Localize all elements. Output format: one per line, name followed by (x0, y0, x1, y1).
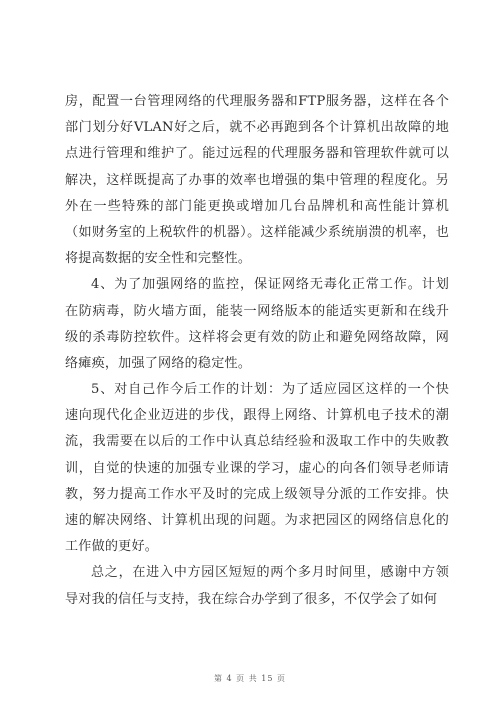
text-line: 速的解决网络、计算机出现的问题。为求把园区的网络信息化的 (65, 513, 449, 528)
page-footer: 第 4 页 共 15 页 (214, 674, 286, 683)
text-line: 级的杀毒防控软件。这样将会更有效的防止和避免网络故障，网 (65, 329, 449, 345)
text-line: 部门划分好VLAN好之后，就不必再跑到各个计算机出故障的地 (65, 120, 449, 136)
text-line: 将提高数据的安全性和完整性。 (65, 251, 252, 267)
text-line: 总之，在进入中方园区短短的两个多月时间里，感谢中方领 (91, 565, 449, 581)
text-line: 训，自觉的快速的加强专业课的学习，虚心的向各们领导老师请 (65, 460, 449, 476)
text-line: 在防病毒，防火墙方面，能装一网络版本的能适实更新和在线升 (65, 303, 449, 319)
text-line: 络瘫痪，加强了网络的稳定性。 (65, 355, 252, 371)
paragraph (65, 377, 449, 560)
text-line: 外在一些特殊的部门能更换或增加几台品牌机和高性能计算机 (65, 198, 449, 214)
paragraph (65, 272, 449, 377)
paragraph (65, 560, 449, 612)
text-line: 导对我的信任与支持，我在综合办学到了很多，不仅学会了如何 (65, 591, 438, 607)
text-line: 4、为了加强网络的监控，保证网络无毒化正常工作。计划 (91, 277, 449, 293)
text-line: 工作做的更好。 (65, 539, 159, 555)
text-line: （如财务室的上税软件的机器）。这样能减少系统崩溃的机率，也 (65, 224, 449, 240)
text-line: 房，配置一台管理网络的代理服务器和FTP服务器，这样在各个 (65, 94, 449, 109)
text-line: 教，努力提高工作水平及时的完成上级领导分派的工作安排。快 (65, 486, 449, 502)
text-line: 速向现代化企业迈进的步伐，跟得上网络、计算机电子技术的潮 (65, 408, 449, 424)
text-line: 流，我需要在以后的工作中认真总结经验和汲取工作中的失败教 (65, 434, 449, 450)
paragraph (65, 89, 449, 272)
document-body (65, 89, 449, 613)
text-line: 点进行管理和维护了。能过远程的代理服务器和管理软件就可以 (65, 146, 449, 162)
text-line: 解决，这样既提高了办事的效率也增强的集中管理的程度化。另 (65, 172, 449, 188)
text-line: 5、对自己作今后工作的计划：为了适应园区这样的一个快 (91, 382, 449, 398)
